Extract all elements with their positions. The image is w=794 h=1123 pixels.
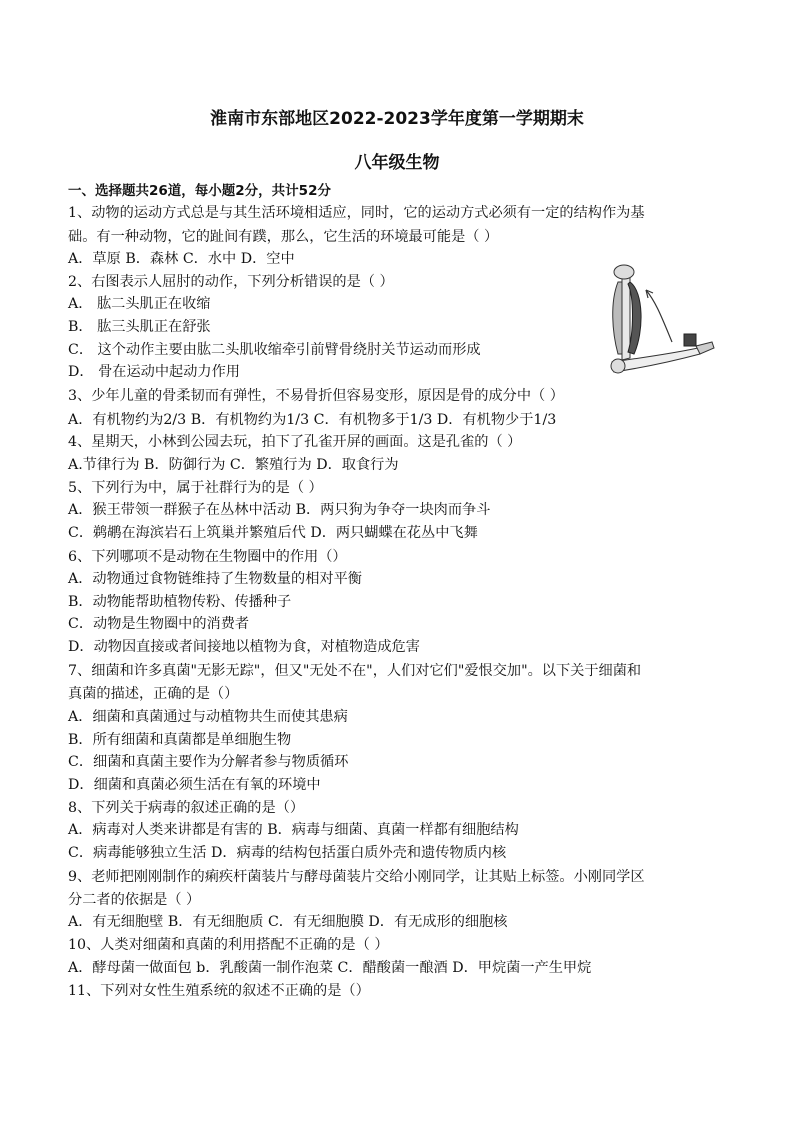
- page-subtitle: 八年级生物: [354, 153, 440, 173]
- question-line: A．猴王带领一群猴子在丛林中活动 B．两只狗为争夺一块肉而争斗: [68, 502, 491, 518]
- question-line: 6、下列哪项不是动物在生物圈中的作用（）: [68, 549, 347, 565]
- question-line: 8、下列关于病毒的叙述正确的是（）: [68, 800, 305, 816]
- question-line: 3、少年儿童的骨柔韧而有弹性，不易骨折但容易变形，原因是骨的成分中（ ）: [68, 388, 564, 404]
- question-line: B． 肱三头肌正在舒张: [68, 319, 211, 335]
- question-line: 7、细菌和许多真菌"无影无踪"，但又"无处不在"，人们对它们"爱恨交加"。以下关于细菌和: [68, 663, 642, 679]
- question-line: A．有无细胞壁 B．有无细胞质 C．有无细胞膜 D．有无成形的细胞核: [68, 914, 508, 930]
- arm-flexion-figure: [600, 262, 718, 390]
- question-line: 5、下列行为中，属于社群行为的是（ ）: [68, 480, 323, 496]
- question-line: 2、右图表示人屈肘的动作，下列分析错误的是（ ）: [68, 274, 394, 290]
- question-line: A． 肱二头肌正在收缩: [68, 296, 211, 312]
- question-line: A．草原 B．森林 C．水中 D．空中: [68, 251, 295, 267]
- question-line: A．酵母菌一做面包 b．乳酸菌一制作泡菜 C．醋酸菌一酿酒 D．甲烷菌一产生甲烷: [68, 960, 592, 976]
- question-line: B．所有细菌和真菌都是单细胞生物: [68, 732, 292, 748]
- question-line: 10、人类对细菌和真菌的利用搭配不正确的是（ ）: [68, 937, 389, 953]
- question-line: A．动物通过食物链维持了生物数量的相对平衡: [68, 571, 362, 587]
- question-line: A.节律行为 B．防御行为 C．繁殖行为 D．取食行为: [68, 457, 399, 473]
- page-title: 淮南市东部地区2022-2023学年度第一学期期末: [210, 109, 584, 129]
- question-line: C．病毒能够独立生活 D．病毒的结构包括蛋白质外壳和遗传物质内核: [68, 845, 507, 861]
- section-heading: 一、选择题共26道，每小题2分，共计52分: [68, 183, 331, 199]
- question-line: 11、下列对女性生殖系统的叙述不正确的是（）: [68, 983, 370, 999]
- question-line: D．细菌和真菌必须生活在有氧的环境中: [68, 777, 321, 793]
- question-line: A．细菌和真菌通过与动植物共生而使其患病: [68, 709, 348, 725]
- question-line: D．动物因直接或者间接地以植物为食，对植物造成危害: [68, 639, 420, 655]
- question-line: 分二者的依据是（ ）: [68, 892, 201, 908]
- question-line: 1、动物的运动方式总是与其生活环境相适应，同时，它的运动方式必须有一定的结构作为基: [68, 205, 645, 221]
- question-line: 础。有一种动物，它的趾间有蹼，那么，它生活的环境最可能是（ ）: [68, 229, 499, 245]
- question-line: C．细菌和真菌主要作为分解者参与物质循环: [68, 754, 349, 770]
- question-line: A．病毒对人类来讲都是有害的 B．病毒与细菌、真菌一样都有细胞结构: [68, 822, 519, 838]
- question-line: 真菌的描述，正确的是（）: [68, 686, 239, 702]
- question-line: A．有机物约为2/3 B．有机物约为1/3 C．有机物多于1/3 D．有机物少于1/3: [68, 412, 557, 428]
- question-line: B．动物能帮助植物传粉、传播种子: [68, 594, 292, 610]
- question-line: C．鹈鹕在海滨岩石上筑巢并繁殖后代 D．两只蝴蝶在花丛中飞舞: [68, 525, 478, 541]
- question-line: C． 这个动作主要由肱二头肌收缩牵引前臂骨绕肘关节运动而形成: [68, 342, 481, 358]
- question-line: C．动物是生物圈中的消费者: [68, 616, 250, 632]
- question-line: D． 骨在运动中起动力作用: [68, 364, 240, 380]
- question-line: 4、星期天，小林到公园去玩，拍下了孔雀开屏的画面。这是孔雀的（ ）: [68, 434, 522, 450]
- question-line: 9、老师把刚刚制作的痢疾杆菌装片与酵母菌装片交给小刚同学，让其贴上标签。小刚同学区: [68, 869, 645, 885]
